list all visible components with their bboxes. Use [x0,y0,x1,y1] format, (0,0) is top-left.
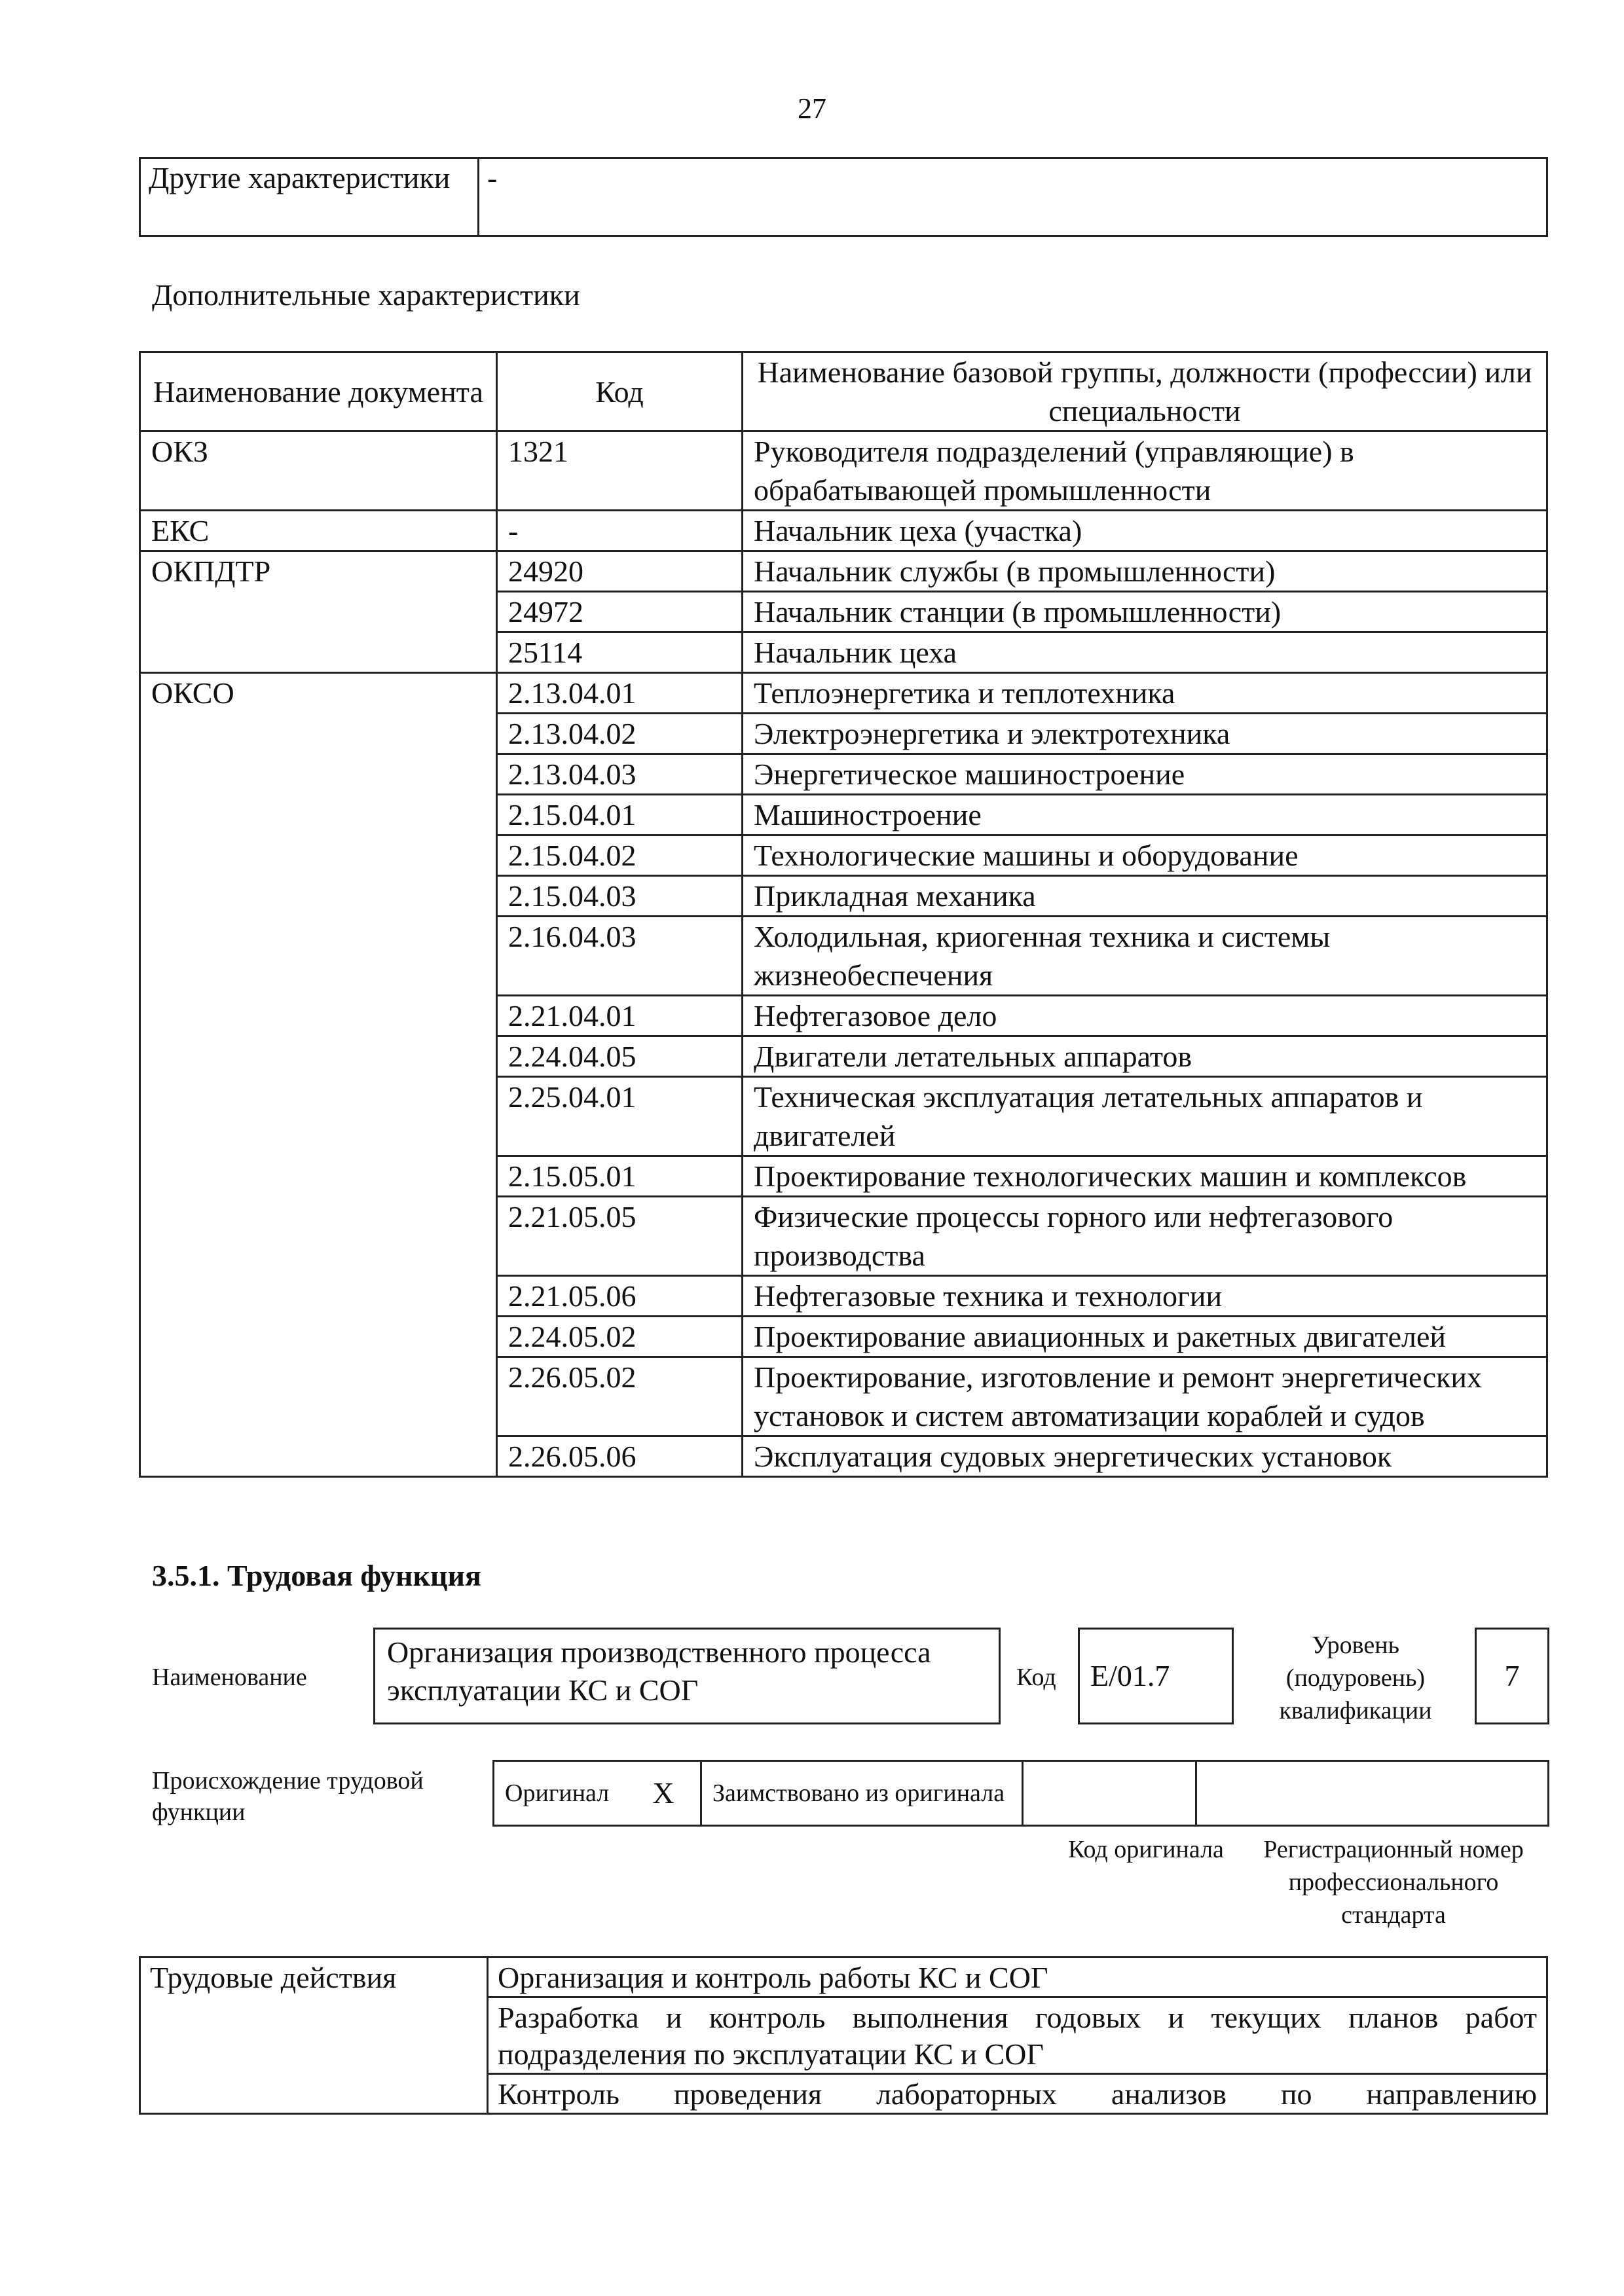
code-cell: 2.26.05.02 [497,1357,743,1436]
base-group-cell: Электроэнергетика и электротехника [743,714,1547,754]
base-group-cell: Энергетическое машиностроение [743,754,1547,795]
code-cell: 2.24.05.02 [497,1317,743,1357]
additional-characteristics-table [139,351,1548,1478]
original-label: Оригинал [494,1761,627,1826]
registration-number-caption: Регистрационный номер профессионального стандарта [1263,1836,1524,1929]
base-group-cell: Машиностроение [743,795,1547,835]
borrowed-label: Заимствовано из оригинала [701,1761,1023,1826]
original-mark: X [627,1761,701,1826]
header-base-group: Наименование базовой группы, должности (профессии) или специальности [743,352,1547,431]
code-cell: 2.21.04.01 [497,996,743,1036]
code-cell: 2.15.04.03 [497,876,743,917]
labor-actions-label: Трудовые действия [140,1958,488,2114]
table-row [140,431,1547,511]
labor-actions-table [139,1956,1548,2115]
base-group-cell: Начальник станции (в промышленности) [743,592,1547,632]
header-document-name: Наименование документа [140,352,497,431]
base-group-cell: Начальник цеха (участка) [743,511,1547,551]
function-name-box: Организация производственного процесса эксплуатации КС и СОГ [373,1628,1001,1724]
code-cell: 24972 [497,592,743,632]
function-code-label: Код [1016,1664,1056,1691]
registration-number-cell [1196,1761,1549,1826]
code-cell: 2.24.04.05 [497,1036,743,1077]
base-group-cell: Теплоэнергетика и теплотехника [743,673,1547,714]
base-group-cell: Проектирование технологических машин и комплексов [743,1156,1547,1197]
code-cell: 2.13.04.01 [497,673,743,714]
code-cell: 2.26.05.06 [497,1436,743,1477]
code-cell: 1321 [497,431,743,511]
base-group-cell: Физические процессы горного или нефтегазового производства [743,1197,1547,1276]
base-group-cell: Двигатели летательных аппаратов [743,1036,1547,1077]
code-cell: 2.21.05.05 [497,1197,743,1276]
base-group-cell: Техническая эксплуатация летательных аппаратов и двигателей [743,1077,1547,1156]
base-group-cell: Нефтегазовые техника и технологии [743,1276,1547,1317]
original-code-caption: Код оригинала [1068,1836,1224,1863]
document-name-cell: ОКСО [140,673,497,1477]
header-code: Код [497,352,743,431]
base-group-cell: Проектирование авиационных и ракетных двигателей [743,1317,1547,1357]
function-origin-label: Происхождение трудовой функции [152,1767,424,1826]
code-cell: - [497,511,743,551]
document-name-cell: ЕКС [140,511,497,551]
document-name-cell: ОКЗ [140,431,497,511]
code-cell: 2.25.04.01 [497,1077,743,1156]
qualification-level-label: Уровень (подуровень) квалификации [1279,1631,1432,1724]
labor-action-item: Организация и контроль работы КС и СОГ [488,1958,1547,1997]
base-group-cell: Эксплуатация судовых энергетических установок [743,1436,1547,1477]
original-code-cell [1023,1761,1196,1826]
base-group-cell: Прикладная механика [743,876,1547,917]
code-cell: 2.13.04.02 [497,714,743,754]
base-group-cell: Холодильная, криогенная техника и системы жизнеобеспечения [743,917,1547,996]
labor-action-item: Разработка и контроль выполнения годовых и текущих планов работ подразделения по эксплуатации КС и СОГ [488,1997,1547,2074]
additional-characteristics-heading: Дополнительные характеристики [152,278,580,312]
page-number: 27 [798,92,826,124]
other-characteristics-label: Другие характеристики [140,158,479,236]
base-group-cell: Нефтегазовое дело [743,996,1547,1036]
labor-action-item: Контроль проведения лабораторных анализов по направлению [488,2074,1547,2114]
table-row [140,673,1547,714]
base-group-cell: Начальник цеха [743,632,1547,673]
qualification-level-box: 7 [1475,1628,1549,1724]
other-characteristics-value: - [479,158,1547,236]
function-origin-table [492,1760,1549,1827]
section-title: 3.5.1. Трудовая функция [152,1559,481,1592]
base-group-cell: Начальник службы (в промышленности) [743,551,1547,592]
code-cell: 2.21.05.06 [497,1276,743,1317]
code-cell: 24920 [497,551,743,592]
table-row [140,511,1547,551]
code-cell: 2.15.04.02 [497,835,743,876]
code-cell: 2.15.05.01 [497,1156,743,1197]
other-characteristics-table [139,157,1548,237]
table-row [140,551,1547,592]
code-cell: 2.16.04.03 [497,917,743,996]
function-code-box: E/01.7 [1078,1628,1234,1724]
code-cell: 2.15.04.01 [497,795,743,835]
code-cell: 2.13.04.03 [497,754,743,795]
document-name-cell: ОКПДТР [140,551,497,673]
function-name-label: Наименование [152,1664,307,1691]
base-group-cell: Технологические машины и оборудование [743,835,1547,876]
base-group-cell: Проектирование, изготовление и ремонт энергетических установок и систем автоматизации кораблей и судов [743,1357,1547,1436]
code-cell: 25114 [497,632,743,673]
base-group-cell: Руководителя подразделений (управляющие) в обрабатывающей промышленности [743,431,1547,511]
